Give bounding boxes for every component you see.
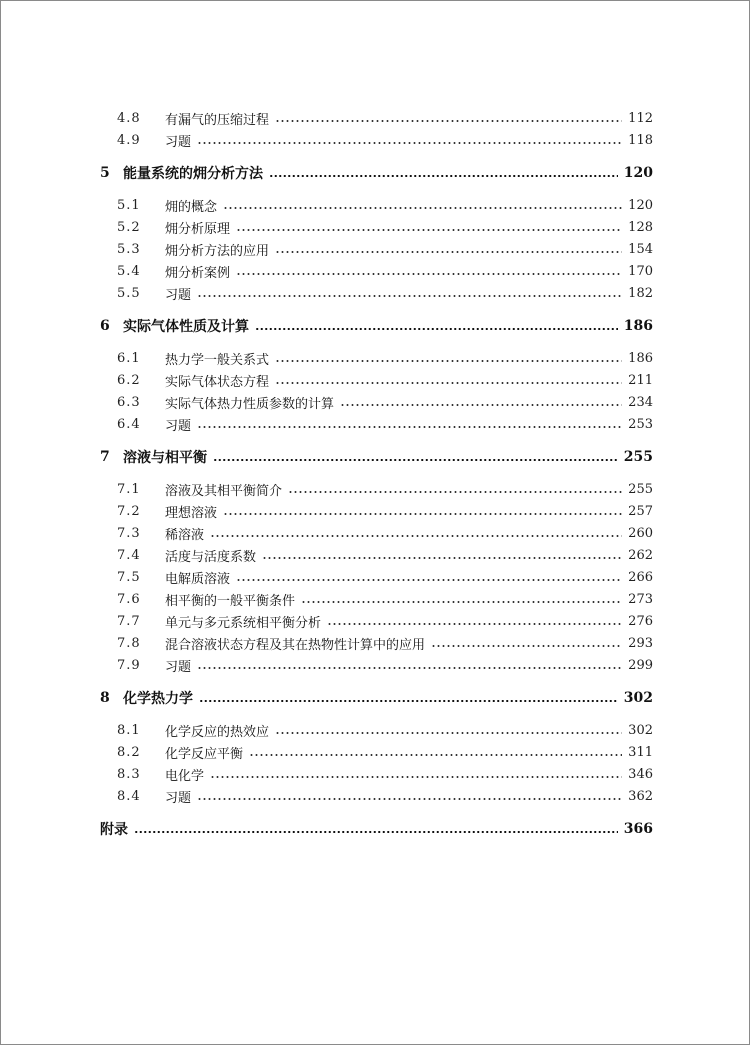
dot-leader — [197, 142, 622, 144]
section-title: 相平衡的一般平衡条件 — [165, 593, 296, 609]
section-title: 实际气体热力性质参数的计算 — [165, 396, 335, 412]
page-number: 293 — [628, 635, 653, 651]
section-number: 8.3 — [117, 766, 141, 782]
dot-leader — [236, 229, 622, 231]
toc-entry-5-3[interactable] — [117, 238, 653, 260]
toc-entry-7-4[interactable] — [117, 544, 653, 566]
dot-leader — [262, 557, 622, 559]
toc-appendix[interactable] — [100, 818, 653, 840]
section-title: 化学反应的热效应 — [165, 724, 270, 740]
page-number: 255 — [623, 449, 653, 465]
dot-leader — [236, 579, 622, 581]
toc-entry-6-2[interactable] — [117, 369, 653, 391]
appendix-title: 附录 — [100, 822, 128, 838]
toc-chapter-5[interactable] — [100, 162, 653, 184]
dot-leader — [249, 754, 622, 756]
toc-entry-5-2[interactable] — [117, 216, 653, 238]
section-number: 8.4 — [117, 788, 141, 804]
dot-leader — [275, 732, 622, 734]
section-number: 4.9 — [117, 132, 141, 148]
toc-entry-8-2[interactable] — [117, 741, 653, 763]
page-number: 302 — [628, 722, 653, 738]
section-title: 㶲分析原理 — [165, 221, 231, 237]
dot-leader — [275, 251, 622, 253]
dot-leader — [223, 513, 622, 515]
dot-leader — [327, 623, 622, 625]
dot-leader — [340, 404, 622, 406]
chapter-title: 化学热力学 — [123, 691, 193, 707]
dot-leader — [210, 535, 622, 537]
toc-entry-6-3[interactable] — [117, 391, 653, 413]
section-number: 8.2 — [117, 744, 141, 760]
section-number: 6.1 — [117, 350, 141, 366]
chapter-title: 能量系统的㶲分析方法 — [123, 166, 263, 182]
toc-chapter-8[interactable] — [100, 687, 653, 709]
dot-leader — [197, 667, 622, 669]
dot-leader — [213, 459, 618, 461]
section-title: 有漏气的压缩过程 — [165, 112, 270, 128]
page-number: 154 — [628, 241, 653, 257]
section-title: 电化学 — [165, 768, 205, 784]
toc-entry-4-8[interactable] — [117, 107, 653, 129]
toc-entry-7-2[interactable] — [117, 500, 653, 522]
chapter-number: 5 — [100, 165, 110, 181]
toc-entry-7-3[interactable] — [117, 522, 653, 544]
page-number: 366 — [623, 821, 653, 837]
section-title: 㶲分析方法的应用 — [165, 243, 270, 259]
section-number: 5.4 — [117, 263, 141, 279]
toc-entry-7-1[interactable] — [117, 478, 653, 500]
chapter-number: 8 — [100, 690, 110, 706]
section-number: 5.2 — [117, 219, 141, 235]
dot-leader — [255, 328, 618, 330]
page-number: 266 — [628, 569, 653, 585]
section-title: 㶲的概念 — [165, 199, 218, 215]
toc-entry-5-1[interactable] — [117, 194, 653, 216]
section-title: 㶲分析案例 — [165, 265, 231, 281]
dot-leader — [223, 207, 622, 209]
dot-leader — [275, 120, 622, 122]
page-number: 211 — [628, 372, 653, 388]
toc-entry-8-3[interactable] — [117, 763, 653, 785]
section-title: 混合溶液状态方程及其在热物性计算中的应用 — [165, 637, 426, 653]
toc-entry-7-9[interactable] — [117, 654, 653, 676]
section-number: 6.3 — [117, 394, 141, 410]
page-number: 170 — [628, 263, 653, 279]
page-number: 234 — [628, 394, 653, 410]
page-number: 257 — [628, 503, 653, 519]
section-title: 理想溶液 — [165, 505, 218, 521]
section-number: 7.1 — [117, 481, 141, 497]
page-number: 346 — [628, 766, 653, 782]
section-number: 5.1 — [117, 197, 141, 213]
dot-leader — [134, 831, 618, 833]
page-number: 260 — [628, 525, 653, 541]
toc-entry-5-5[interactable] — [117, 282, 653, 304]
page-number: 112 — [628, 110, 653, 126]
dot-leader — [269, 175, 618, 177]
toc-entry-6-4[interactable] — [117, 413, 653, 435]
toc-entry-8-4[interactable] — [117, 785, 653, 807]
chapter-title: 实际气体性质及计算 — [123, 319, 249, 335]
section-number: 6.4 — [117, 416, 141, 432]
page-number: 120 — [628, 197, 653, 213]
page-number: 273 — [628, 591, 653, 607]
chapter-title: 溶液与相平衡 — [123, 450, 207, 466]
page-number: 255 — [628, 481, 653, 497]
page-number: 186 — [628, 350, 653, 366]
section-title: 稀溶液 — [165, 527, 205, 543]
toc-chapter-7[interactable] — [100, 446, 653, 468]
chapter-number: 7 — [100, 449, 110, 465]
toc-entry-7-6[interactable] — [117, 588, 653, 610]
section-number: 7.4 — [117, 547, 141, 563]
page-number: 362 — [628, 788, 653, 804]
dot-leader — [199, 700, 618, 702]
section-number: 8.1 — [117, 722, 141, 738]
page-number: 128 — [628, 219, 653, 235]
chapter-number: 6 — [100, 318, 110, 334]
section-number: 7.9 — [117, 657, 141, 673]
section-title: 习题 — [165, 287, 192, 303]
section-title: 实际气体状态方程 — [165, 374, 270, 390]
dot-leader — [431, 645, 622, 647]
section-number: 7.2 — [117, 503, 141, 519]
page-number: 120 — [623, 165, 653, 181]
section-title: 习题 — [165, 659, 192, 675]
page-number: 299 — [628, 657, 653, 673]
page-number: 253 — [628, 416, 653, 432]
toc-entry-7-8[interactable] — [117, 632, 653, 654]
toc-entry-7-7[interactable] — [117, 610, 653, 632]
toc-entry-6-1[interactable] — [117, 347, 653, 369]
page-number: 118 — [628, 132, 653, 148]
section-number: 7.8 — [117, 635, 141, 651]
dot-leader — [210, 776, 622, 778]
section-title: 习题 — [165, 790, 192, 806]
dot-leader — [236, 273, 622, 275]
section-title: 溶液及其相平衡简介 — [165, 483, 283, 499]
section-number: 5.5 — [117, 285, 141, 301]
page-number: 311 — [628, 744, 653, 760]
section-title: 电解质溶液 — [165, 571, 231, 587]
section-title: 单元与多元系统相平衡分析 — [165, 615, 322, 631]
toc-chapter-6[interactable] — [100, 315, 653, 337]
section-number: 6.2 — [117, 372, 141, 388]
dot-leader — [288, 491, 622, 493]
toc-entry-7-5[interactable] — [117, 566, 653, 588]
section-title: 习题 — [165, 134, 192, 150]
page-number: 302 — [623, 690, 653, 706]
page-number: 182 — [628, 285, 653, 301]
section-title: 热力学一般关系式 — [165, 352, 270, 368]
section-number: 7.6 — [117, 591, 141, 607]
section-title: 习题 — [165, 418, 192, 434]
section-number: 7.7 — [117, 613, 141, 629]
dot-leader — [275, 360, 622, 362]
dot-leader — [197, 426, 622, 428]
section-title: 活度与活度系数 — [165, 549, 257, 565]
dot-leader — [197, 295, 622, 297]
section-number: 7.5 — [117, 569, 141, 585]
page-number: 186 — [623, 318, 653, 334]
dot-leader — [197, 798, 622, 800]
section-title: 化学反应平衡 — [165, 746, 244, 762]
section-number: 5.3 — [117, 241, 141, 257]
dot-leader — [275, 382, 622, 384]
page-number: 262 — [628, 547, 653, 563]
toc-entry-4-9[interactable] — [117, 129, 653, 151]
toc-entry-5-4[interactable] — [117, 260, 653, 282]
toc-entry-8-1[interactable] — [117, 719, 653, 741]
dot-leader — [301, 601, 622, 603]
page-number: 276 — [628, 613, 653, 629]
section-number: 4.8 — [117, 110, 141, 126]
section-number: 7.3 — [117, 525, 141, 541]
